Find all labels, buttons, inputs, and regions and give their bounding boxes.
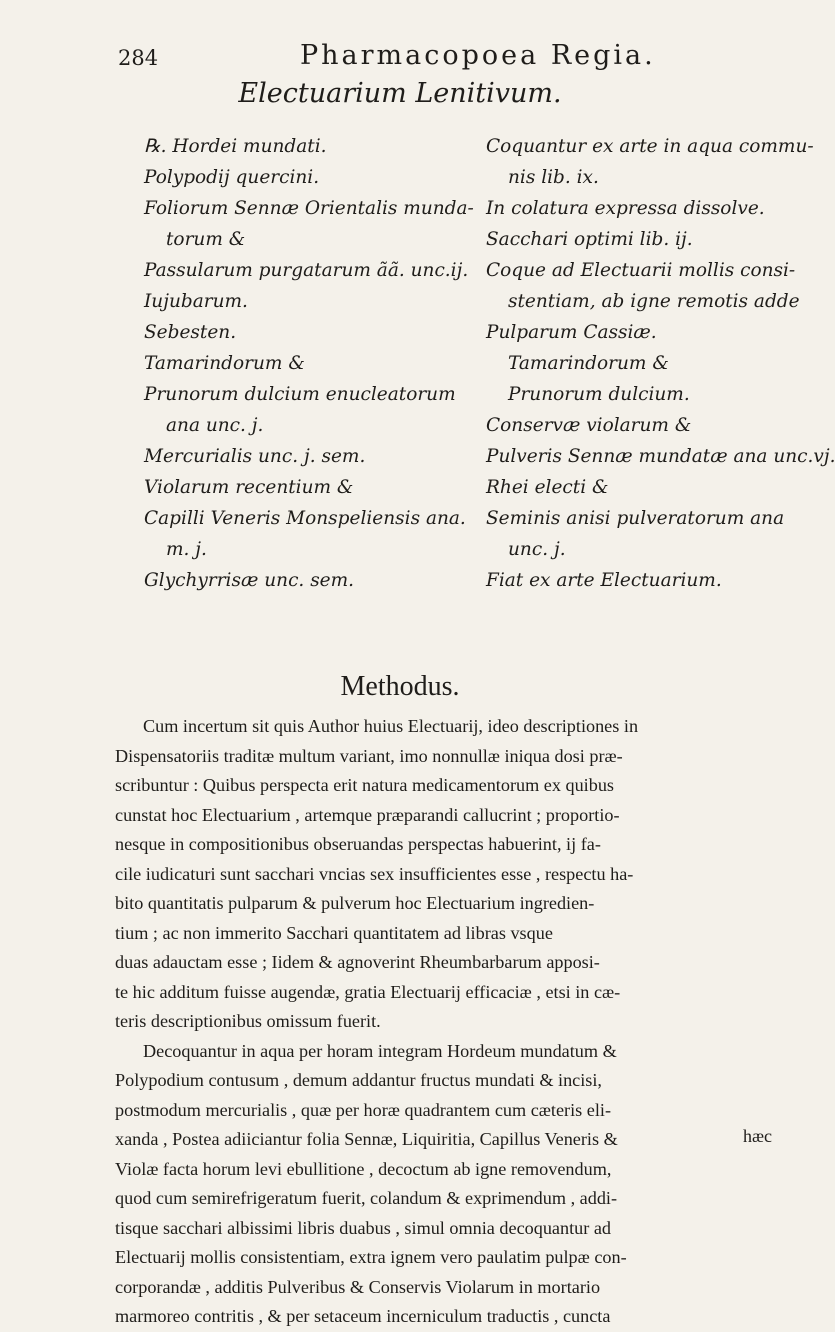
recipe-left-column [144,131,474,596]
text-line: te hic additum fuisse augendæ, gratia Electuarij efficaciæ , etsi in cæ- [115,981,621,1002]
page-number: 284 [118,46,159,70]
text-line: Violæ facta horum levi ebullitione , decoctum ab igne removendum, [115,1158,612,1179]
recipe-line: Rhei electi & [486,477,609,498]
method-text [115,712,800,1332]
recipe-line: Foliorum Sennæ Orientalis munda- [144,198,474,219]
recipe-line: Mercurialis unc. j. sem. [144,446,366,467]
recipe-line: Prunorum dulcium. [508,384,690,405]
text-line: teris descriptionibus omissum fuerit. [115,1011,381,1031]
text-line: tisque sacchari albissimi libris duabus , simul omnia decoquantur ad [115,1217,612,1238]
text-line: bito quantitatis pulparum & pulverum hoc Electuarium ingredien- [115,893,595,913]
text-line: Polypodium contusum , demum addantur fructus mundati & incisi, [115,1070,602,1090]
text-line: corporandæ , additis Pulveribus & Conservis Violarum in mortario [115,1276,601,1297]
recipe-line: Tamarindorum & [144,353,305,374]
recipe-line: Coquantur ex arte in aqua commu- [486,136,814,157]
method-heading: Methodus. [340,671,460,702]
recipe-line: m. j. [166,539,207,560]
text-line: cile iudicaturi sunt sacchari vncias sex insufficientes esse , respectu ha- [115,863,634,884]
recipe-line: Fiat ex arte Electuarium. [486,570,722,591]
text-line: tium ; ac non immerito Sacchari quantitatem ad libras vsque [115,922,553,943]
text-line: nesque in compositionibus obseruandas perspectas habuerint, ij fa- [115,834,601,854]
recipe-line: Sebesten. [144,322,237,343]
recipe-line: Prunorum dulcium enucleatorum [144,384,456,405]
text-line: Decoquantur in aqua per horam integram Hordeum mundatum & [143,1040,617,1061]
recipe-line: Sacchari optimi lib. ij. [486,229,693,250]
text-line: Dispensatoriis traditæ multum variant, imo nonnullæ iniqua dosi præ- [115,745,623,766]
recipe-line: Polypodij quercini. [144,167,320,188]
text-line: postmodum mercurialis , quæ per horæ quadrantem cum cæteris eli- [115,1099,612,1120]
recipe-line: In colatura expressa dissolve. [486,198,765,219]
recipe-line: Pulveris Sennæ mundatæ ana unc.vj. [486,446,835,467]
recipe-line: Tamarindorum & [508,353,669,374]
text-line: quod cum semirefrigeratum fuerit, colandum & exprimendum , addi- [115,1188,618,1208]
text-line: duas adauctam esse ; Iidem & agnoverint Rheumbarbarum apposi- [115,952,600,972]
recipe-line: Violarum recentium & [144,477,354,498]
section-title: Electuarium Lenitivum. [238,78,562,109]
recipe-line: stentiam, ab igne remotis adde [508,291,800,312]
recipe-line: unc. j. [508,539,566,560]
text-line: scribuntur : Quibus perspecta erit natura medicamentorum ex quibus [115,775,615,795]
recipe-line: ana unc. j. [166,415,264,436]
recipe-line: Iujubarum. [144,291,248,312]
recipe-line: torum & [166,229,246,250]
recipe-line: Passularum purgatarum ãã. unc.ij. [144,260,469,281]
text-line: cunstat hoc Electuarium , artemque præparandi callucrint ; proportio- [115,804,620,825]
recipe-line: Glychyrrisæ unc. sem. [144,570,355,591]
recipe-line: Capilli Veneris Monspeliensis ana. [144,508,466,529]
text-line: xanda , Postea adiiciantur folia Sennæ, Liquiritia, Capillus Veneris & [115,1129,618,1149]
recipe-line: ℞. Hordei mundati. [144,136,327,157]
running-header [118,38,760,78]
catchword: hæc [743,1126,772,1146]
running-title: Pharmacopoea Regia. [300,40,656,71]
recipe-line: Pulparum Cassiæ. [486,322,657,343]
recipe-line: Conservæ violarum & [486,415,692,436]
recipe-line: nis lib. ix. [508,167,599,188]
text-line: marmoreo contritis , & per setaceum incerniculum traductis , cuncta [115,1306,611,1326]
text-line: Cum incertum sit quis Author huius Electuarij, ideo descriptiones in [143,716,639,736]
text-line: Electuarij mollis consistentiam, extra ignem vero paulatim pulpæ con- [115,1247,627,1267]
recipe-right-column [486,131,835,596]
recipe-line: Coque ad Electuarii mollis consi- [486,260,796,281]
recipe-line: Seminis anisi pulveratorum ana [486,508,785,529]
